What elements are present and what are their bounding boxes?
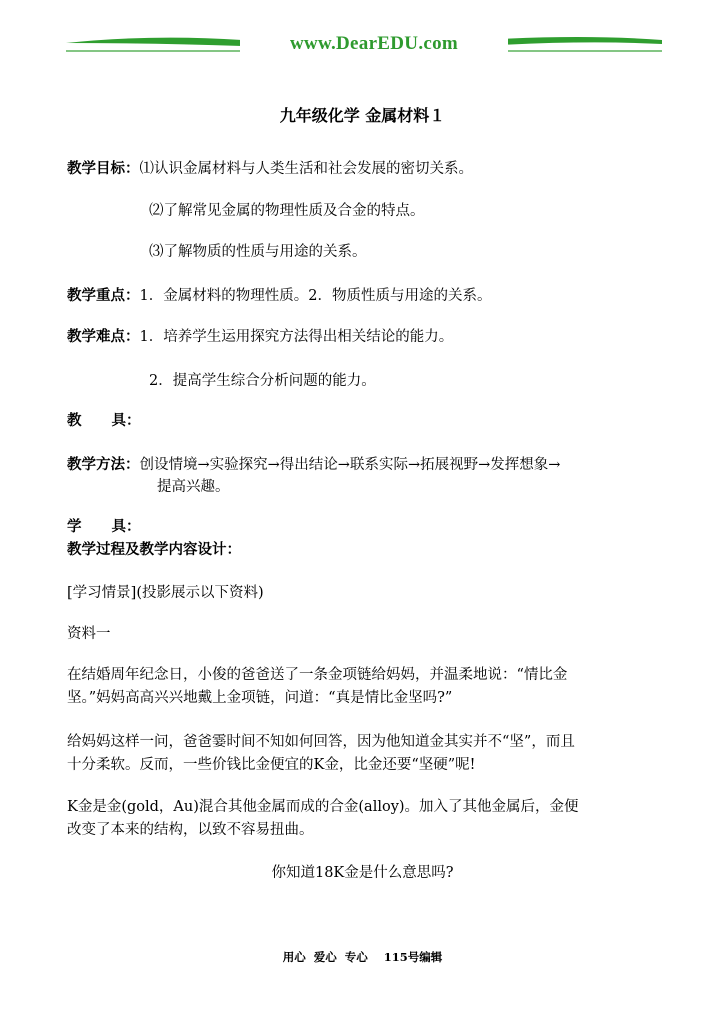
methods-label: 教学方法： bbox=[67, 456, 140, 473]
page-footer bbox=[0, 949, 725, 965]
objective-item: ⑶了解物质的性质与用途的关系。 bbox=[149, 244, 367, 260]
objectives-label: 教学目标： bbox=[67, 160, 140, 177]
key-points-label: 教学重点： bbox=[67, 287, 140, 304]
difficulty-item: 1．培养学生运用探究方法得出相关结论的能力。 bbox=[139, 329, 454, 345]
footer-item: 爱心 bbox=[313, 950, 337, 964]
site-header bbox=[62, 26, 662, 62]
paragraph-line: 十分柔软。反而，一些价钱比金便宜的K金，比金还要“坚硬”呢! bbox=[67, 757, 476, 773]
process-title: 教学过程及教学内容设计： bbox=[67, 541, 241, 558]
paragraph-line: 在结婚周年纪念日，小俊的爸爸送了一条金项链给妈妈，并温柔地说：“情比金 bbox=[67, 667, 568, 683]
paragraph-line: 坚。”妈妈高高兴兴地戴上金项链，问道：“真是情比金坚吗?” bbox=[67, 690, 453, 706]
paragraph-line: K金是金(gold，Au)混合其他金属而成的合金(alloy)。加入了其他金属后，金便 bbox=[67, 799, 579, 815]
page-title: 九年级化学 金属材料１ bbox=[279, 106, 446, 125]
learning-aids-line bbox=[67, 515, 141, 536]
methods-text: 创设情境→实验探究→得出结论→联系实际→拓展视野→发挥想象→ bbox=[139, 457, 561, 473]
material-title: 资料一 bbox=[67, 626, 111, 642]
methods-text-cont: 提高兴趣。 bbox=[157, 479, 230, 495]
learning-aids-label-b: 具： bbox=[111, 518, 141, 535]
paragraph-line: 改变了本来的结构，以致不容易扭曲。 bbox=[67, 822, 314, 838]
objective-item: ⑵了解常见金属的物理性质及合金的特点。 bbox=[149, 203, 425, 219]
methods-line-1 bbox=[67, 453, 560, 474]
objectives-line-1 bbox=[67, 157, 473, 178]
footer-item: 115号编辑 bbox=[383, 950, 443, 964]
footer-item: 专心 bbox=[344, 950, 368, 964]
key-points-line bbox=[67, 284, 491, 305]
difficulty-item: 2．提高学生综合分析问题的能力。 bbox=[149, 373, 376, 389]
question-text: 你知道18K金是什么意思吗? bbox=[271, 865, 454, 881]
teaching-aids-line bbox=[67, 409, 141, 430]
difficulties-label: 教学难点： bbox=[67, 328, 140, 345]
key-points-text: 1．金属材料的物理性质。2．物质性质与用途的关系。 bbox=[139, 288, 492, 304]
site-logo-text[interactable]: www.DearEDU.com bbox=[240, 33, 508, 55]
paragraph-line: 给妈妈这样一问，爸爸霎时间不知如何回答，因为他知道金其实并不“坚”，而且 bbox=[67, 734, 575, 750]
difficulties-line-1 bbox=[67, 325, 453, 346]
objective-item: ⑴认识金属材料与人类生活和社会发展的密切关系。 bbox=[139, 161, 473, 177]
teaching-aids-label-a: 教 bbox=[67, 412, 82, 429]
teaching-aids-label-b: 具： bbox=[111, 412, 141, 429]
scenario-heading: [学习情景](投影展示以下资料) bbox=[67, 585, 264, 601]
learning-aids-label-a: 学 bbox=[67, 518, 82, 535]
footer-item: 用心 bbox=[282, 950, 306, 964]
